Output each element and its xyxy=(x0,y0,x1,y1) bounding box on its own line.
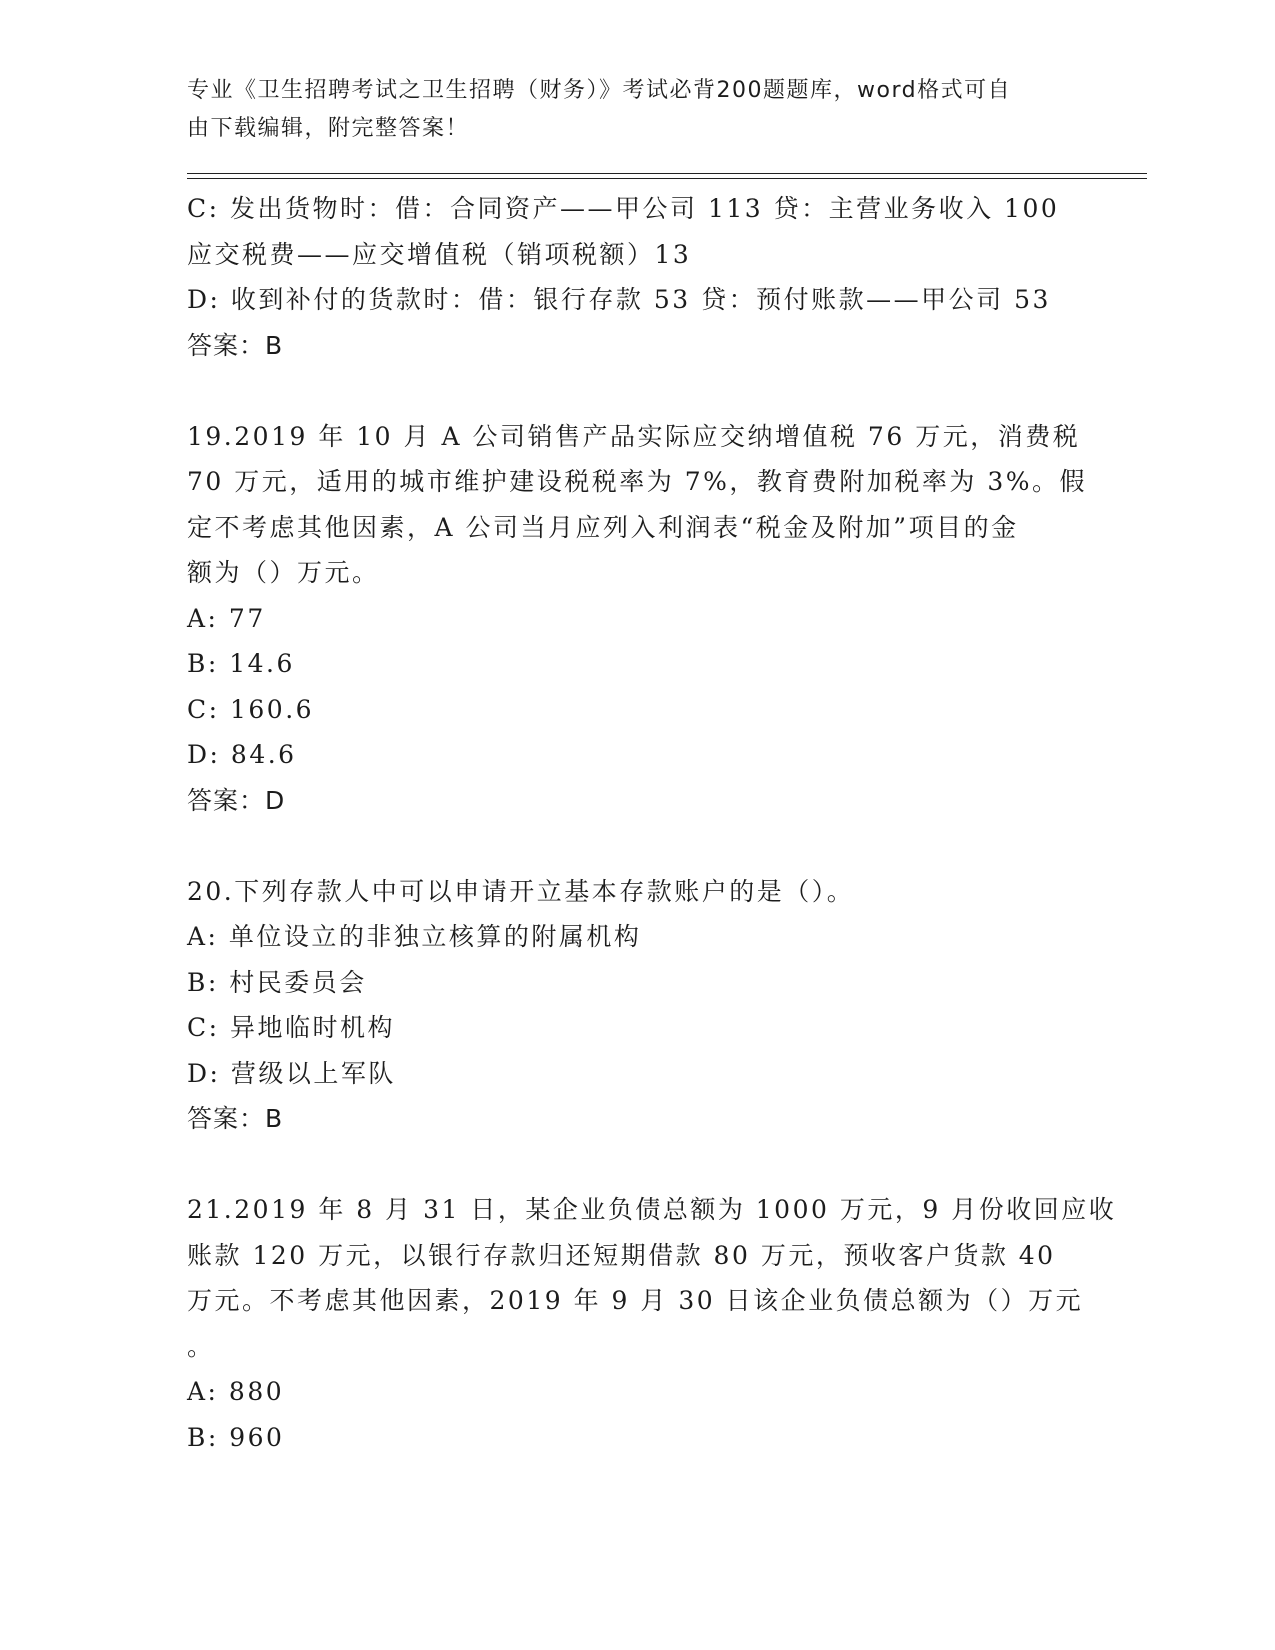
option-d: D: 84.6 xyxy=(187,740,297,769)
option-b: B: 960 xyxy=(187,1422,285,1452)
header-divider-top xyxy=(187,173,1147,174)
question-stem-line: 额为（）万元。 xyxy=(187,558,380,587)
answer-line: 答案：D xyxy=(187,785,286,815)
question-stem-line: 21.2019 年 8 月 31 日，某企业负债总额为 1000 万元，9 月份收回应收 xyxy=(187,1195,1117,1224)
option-a: A: 单位设立的非独立核算的附属机构 xyxy=(187,922,642,951)
answer-line: 答案：B xyxy=(187,330,284,360)
question-20 xyxy=(187,869,1087,1142)
spacer xyxy=(187,368,1087,414)
option-c: C: 160.6 xyxy=(187,694,315,724)
header-line-1: 专业《卫生招聘考试之卫生招聘（财务）》考试必背200题题库，word格式可自 xyxy=(187,78,1012,103)
question-stem-line: 20.下列存款人中可以申请开立基本存款账户的是（）。 xyxy=(187,876,855,906)
question-stem-line: 定不考虑其他因素，A 公司当月应列入利润表“税金及附加”项目的金 xyxy=(187,512,1019,542)
question-stem-line: 万元。不考虑其他因素，2019 年 9 月 30 日该企业负债总额为（）万元 xyxy=(187,1286,1084,1315)
option-a: A: 77 xyxy=(187,603,266,633)
option-c-line-2: 应交税费——应交增值税（销项税额）13 xyxy=(187,239,692,269)
option-a: A: 880 xyxy=(187,1377,285,1406)
option-c: C: 异地临时机构 xyxy=(187,1013,395,1042)
header-divider-bottom xyxy=(187,178,1147,179)
question-stem-line: 账款 120 万元，以银行存款归还短期借款 80 万元，预收客户货款 40 xyxy=(187,1240,1056,1270)
option-c-line-1: C: 发出货物时：借：合同资产——甲公司 113 贷：主营业务收入 100 xyxy=(187,194,1060,223)
question-stem-line: 19.2019 年 10 月 A 公司销售产品实际应交纳增值税 76 万元，消费税 xyxy=(187,421,1081,451)
option-b: B: 村民委员会 xyxy=(187,967,367,997)
option-d: D: 营级以上军队 xyxy=(187,1058,396,1088)
question-stem-line: 。 xyxy=(187,1331,215,1361)
option-d: D: 收到补付的货款时：借：银行存款 53 贷：预付账款——甲公司 53 xyxy=(187,285,1051,314)
document-header xyxy=(187,72,1077,148)
question-19 xyxy=(187,414,1087,824)
question-21 xyxy=(187,1187,1117,1460)
question-list xyxy=(187,186,1117,1460)
spacer xyxy=(187,1142,1087,1188)
option-b: B: 14.6 xyxy=(187,649,295,678)
spacer xyxy=(187,823,1087,869)
header-line-2: 由下载编辑，附完整答案！ xyxy=(187,116,470,141)
question-stem-line: 70 万元，适用的城市维护建设税税率为 7%，教育费附加税率为 3%。假 xyxy=(187,467,1087,496)
question-18-tail xyxy=(187,186,1087,368)
answer-line: 答案：B xyxy=(187,1104,284,1133)
